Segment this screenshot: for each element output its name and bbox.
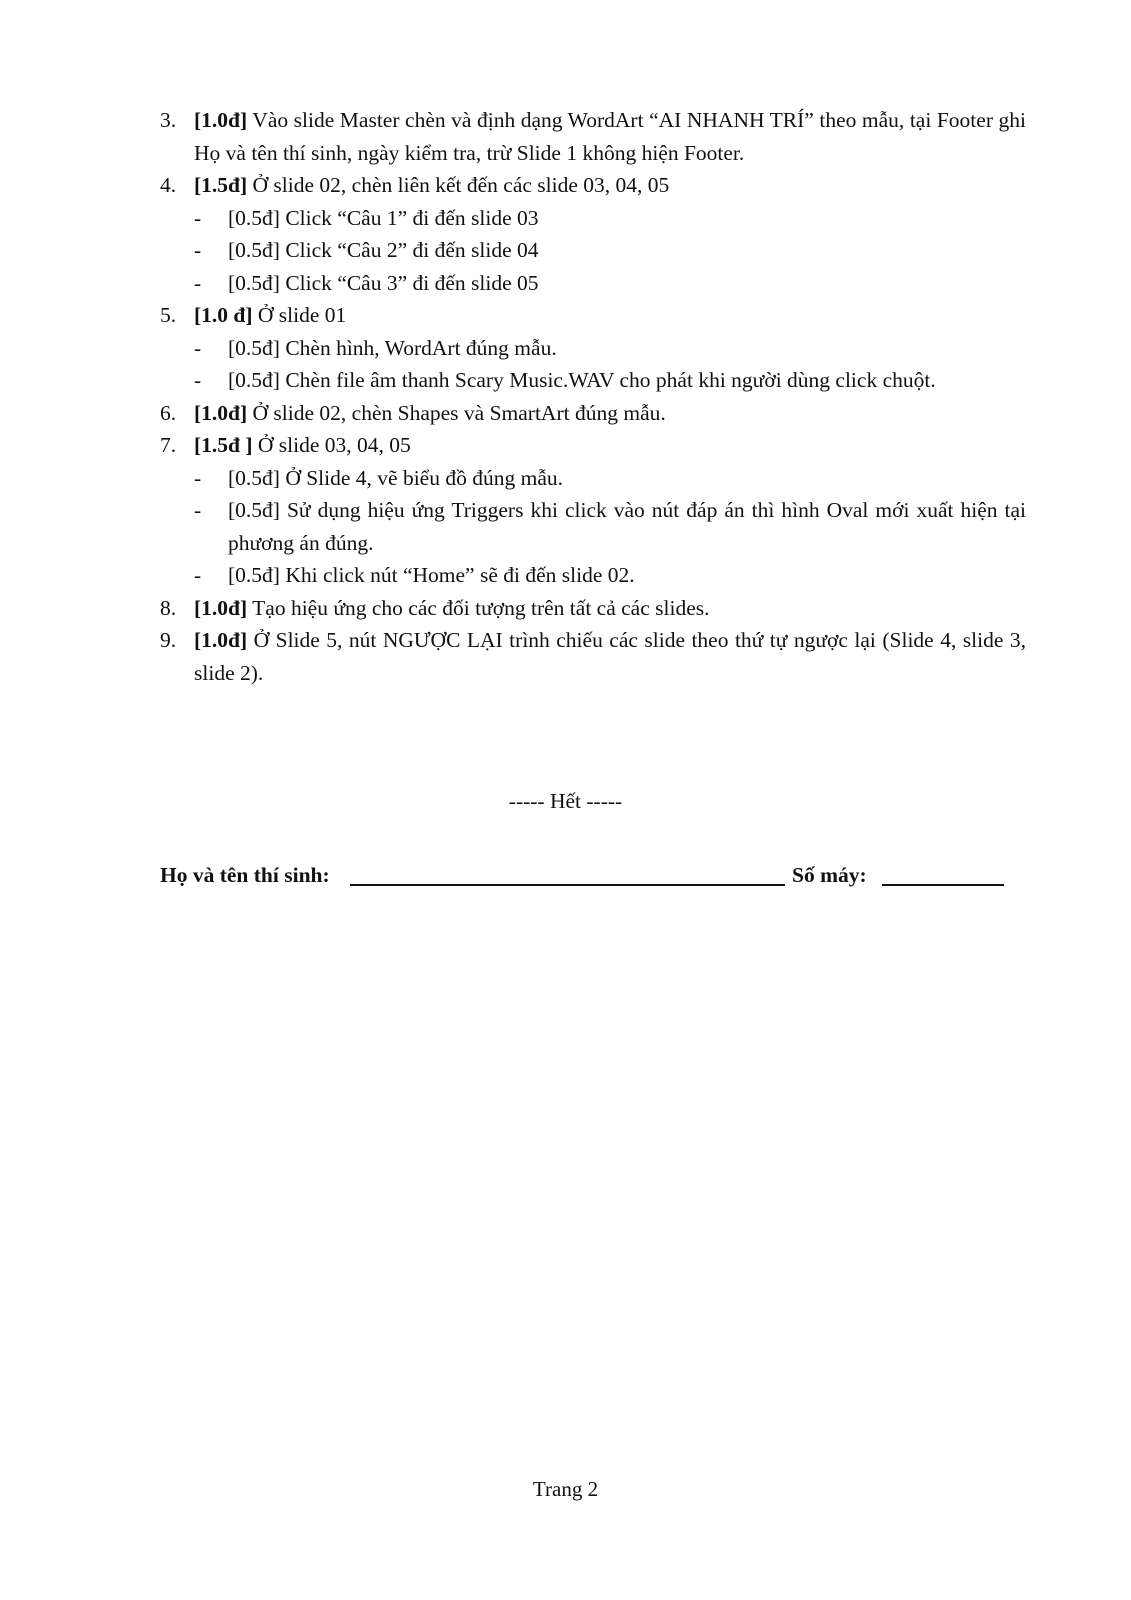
sub-item-text: [0.5đ] Click “Câu 3” đi đến slide 05 [228,270,539,295]
sub-item-text: [0.5đ] Click “Câu 2” đi đến slide 04 [228,238,539,262]
item-number: 9. [160,628,177,652]
sub-item: - [0.5đ] Click “Câu 2” đi đến slide 04 [194,238,539,262]
item-score: [1.0đ] [194,595,248,620]
sub-item: - [0.5đ] Click “Câu 1” đi đến slide 03 [194,205,539,230]
item-number: 4. [160,173,177,197]
item-number: 3. [160,108,177,132]
list-item [160,397,1026,430]
machine-number-label: Số máy: [792,863,867,887]
signature-line [160,859,1026,893]
sub-item-text: [0.5đ] Click “Câu 1” đi đến slide 03 [228,205,539,230]
item-number: 7. [160,433,177,457]
item-number: 8. [160,595,177,620]
item-text: Ở slide 01 [252,303,347,327]
list-item [160,169,1026,202]
end-marker: ----- Hết ----- [508,789,623,813]
item-score: [1.0 đ] [194,303,253,327]
question-list [160,104,1026,689]
list-item [160,592,1026,625]
item-text: Ở Slide 5, nút NGƯỢC LẠI trình chiếu các slide theo thứ tự ngược lại (Slide 4, slide 3, slide 2). [194,628,1026,685]
sub-item-text: [0.5đ] Sử dụng hiệu ứng Triggers khi click vào nút đáp án thì hình Oval mới xuất hiện tại phương án đúng. [228,498,1026,555]
list-item [160,299,1026,332]
candidate-name-blank[interactable] [350,859,785,886]
sub-item-text: [0.5đ] Chèn hình, WordArt đúng mẫu. [228,335,557,360]
list-item [160,429,1026,462]
sub-item: - [0.5đ] Khi click nút “Home” sẽ đi đến slide 02. [194,563,635,587]
list-item [160,104,1026,169]
item-number: 5. [160,303,177,327]
item-score: [1.5đ] [194,173,248,197]
item-text: Ở slide 02, chèn liên kết đến các slide 03, 04, 05 [247,173,670,197]
sub-item: - [0.5đ] Ở Slide 4, vẽ biểu đồ đúng mẫu. [194,465,563,490]
page-footer: Trang 2 [532,1477,599,1501]
item-score: [1.0đ] [194,108,248,132]
item-score: [1.5đ ] [194,433,253,457]
sub-item-text: [0.5đ] Ở Slide 4, vẽ biểu đồ đúng mẫu. [228,465,563,490]
item-text: Tạo hiệu ứng cho các đối tượng trên tất cả các slides. [247,595,710,620]
sub-item: - [0.5đ] Sử dụng hiệu ứng Triggers khi click vào nút đáp án thì hình Oval mới xuất hiện tại phương án đúng. [194,498,1026,555]
sub-item: - [0.5đ] Chèn hình, WordArt đúng mẫu. [194,335,557,360]
item-text: Ở slide 02, chèn Shapes và SmartArt đúng mẫu. [247,400,666,425]
candidate-name-label: Họ và tên thí sinh: [160,863,330,887]
sub-item-text: [0.5đ] Chèn file âm thanh Scary Music.WAV cho phát khi người dùng click chuột. [228,368,936,392]
list-item [160,624,1026,689]
sub-item-text: [0.5đ] Khi click nút “Home” sẽ đi đến slide 02. [228,563,635,587]
item-number: 6. [160,400,177,425]
machine-number-blank[interactable] [882,859,1004,886]
sub-item: - [0.5đ] Click “Câu 3” đi đến slide 05 [194,270,539,295]
sub-item: - [0.5đ] Chèn file âm thanh Scary Music.WAV cho phát khi người dùng click chuột. [194,368,936,392]
item-score: [1.0đ] [194,628,248,652]
item-text: Ở slide 03, 04, 05 [252,433,411,457]
item-score: [1.0đ] [194,400,248,425]
item-text: Vào slide Master chèn và định dạng WordArt “AI NHANH TRÍ” theo mẫu, tại Footer ghi Họ và tên thí sinh, ngày kiểm tra, trừ Slide 1 không hiện Footer. [194,108,1026,165]
